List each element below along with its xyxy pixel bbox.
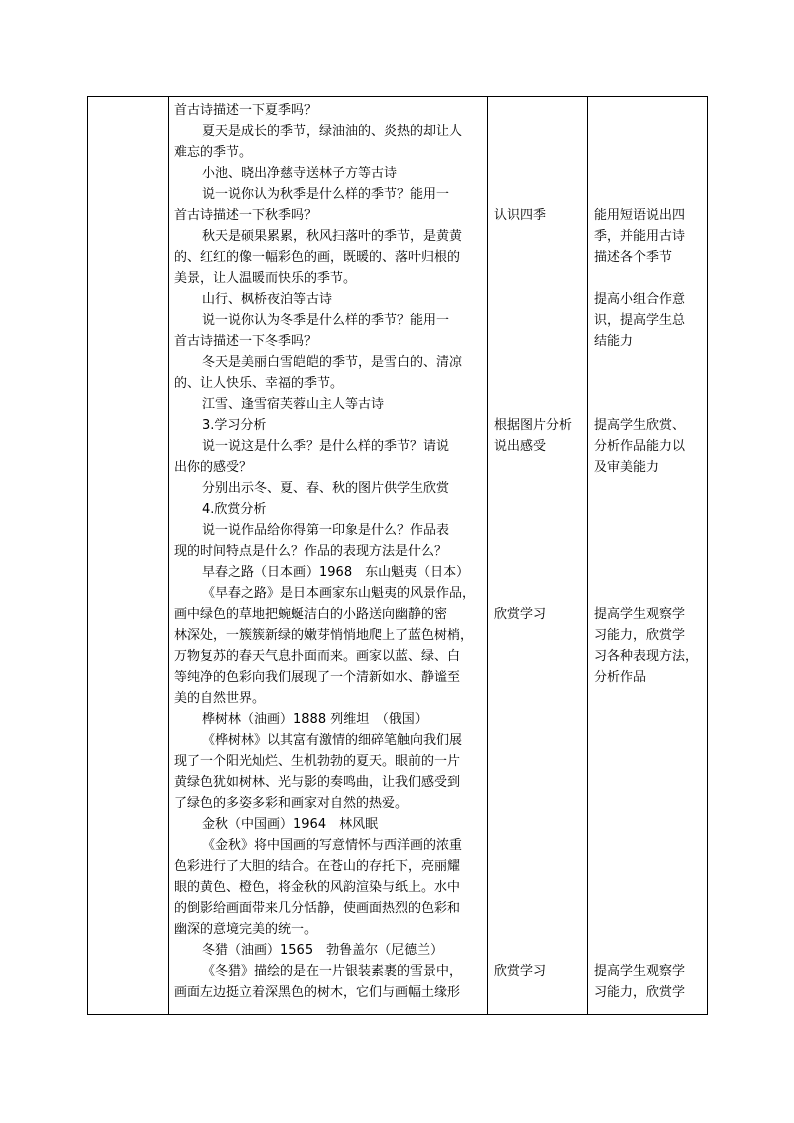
content-line: 画中绿色的草地把蜿蜒洁白的小路送向幽静的密	[174, 607, 448, 622]
content-line: 首古诗描述一下秋季吗？	[174, 208, 318, 223]
design-intent-line: 能用短语说出四	[594, 208, 686, 223]
content-line: 林深处，一簇簇新绿的嫩芽悄悄地爬上了蓝色树梢，	[174, 628, 474, 643]
content-line: 黄绿色犹如树林、光与影的奏鸣曲，让我们感受到	[174, 775, 461, 790]
student-activity-line: 根据图片分析	[494, 418, 573, 433]
content-line: 美景，让人温暖而快乐的季节。	[174, 271, 357, 286]
content-line: 首古诗描述一下冬季吗？	[174, 334, 318, 349]
content-line: 万物复苏的春天气息扑面而来。画家以蓝、绿、白	[174, 649, 461, 664]
content-line: 3.学习分析	[202, 418, 267, 433]
design-intent-line: 提高学生欣赏、	[594, 418, 686, 433]
design-intent-line: 描述各个季节	[594, 250, 673, 265]
design-intent-column	[588, 97, 708, 1015]
content-line: 眼的黄色、橙色，将金秋的风韵渲染与纸上。水中	[174, 880, 461, 895]
content-line: 分别出示冬、夏、春、秋的图片供学生欣赏	[202, 481, 450, 496]
content-line: 山行、枫桥夜泊等古诗	[202, 292, 333, 307]
content-line: 4.欣赏分析	[202, 502, 267, 517]
content-line: 小池、晓出净慈寺送林子方等古诗	[202, 166, 398, 181]
content-line: 难忘的季节。	[174, 145, 253, 160]
content-line: 说一说你认为秋季是什么样的季节？能用一	[202, 187, 450, 202]
content-line: 出你的感受？	[174, 460, 253, 475]
content-line: 说一说作品给你得第一印象是什么？作品表	[202, 523, 450, 538]
content-line: 秋天是硕果累累，秋风扫落叶的季节，是黄黄	[202, 229, 463, 244]
design-intent-line: 提高学生观察学	[594, 607, 686, 622]
design-intent-line: 习能力，欣赏学	[594, 985, 686, 1000]
design-intent-line: 结能力	[594, 334, 634, 349]
design-intent-line: 习能力，欣赏学	[594, 628, 686, 643]
content-line: 的倒影给画面带来几分恬静，使画面热烈的色彩和	[174, 901, 461, 916]
content-line: 夏天是成长的季节，绿油油的、炎热的却让人	[202, 124, 463, 139]
content-line: 金秋（中国画）1964 林风眠	[202, 817, 379, 832]
design-intent-line: 及审美能力	[594, 460, 660, 475]
content-line: 了绿色的多姿多彩和画家对自然的热爱。	[174, 796, 409, 811]
design-intent-line: 提高小组合作意	[594, 292, 686, 307]
design-intent-line: 识，提高学生总	[594, 313, 686, 328]
content-line: 《桦树林》以其富有激情的细碎笔触向我们展	[202, 733, 463, 748]
content-line: 的、红红的像一幅彩色的画，既暖的、落叶归根的	[174, 250, 461, 265]
student-activity-line: 说出感受	[494, 439, 547, 454]
design-intent-line: 分析作品能力以	[594, 439, 686, 454]
content-line: 等纯净的色彩向我们展现了一个清新如水、静谧至	[174, 670, 461, 685]
design-intent-line: 提高学生观察学	[594, 964, 686, 979]
design-intent-line: 习各种表现方法，	[594, 649, 699, 664]
content-line: 现的时间特点是什么？作品的表现方法是什么？	[174, 544, 448, 559]
content-line: 《冬猎》描绘的是在一片银装素裹的雪景中，	[202, 964, 463, 979]
content-line: 说一说这是什么季？是什么样的季节？请说	[202, 439, 450, 454]
content-line: 画面左边挺立着深黑色的树木，它们与画幅土缘形	[174, 985, 461, 1000]
content-line: 江雪、逢雪宿芙蓉山主人等古诗	[202, 397, 385, 412]
table-row	[88, 97, 708, 1015]
teaching-content-column	[169, 97, 488, 1015]
design-intent-line: 分析作品	[594, 670, 647, 685]
content-line: 幽深的意境完美的统一。	[174, 922, 318, 937]
student-activity-line: 欣赏学习	[494, 964, 547, 979]
content-line: 色彩进行了大胆的结合。在苍山的存托下，亮丽耀	[174, 859, 461, 874]
content-line: 首古诗描述一下夏季吗？	[174, 103, 318, 118]
content-line: 《金秋》将中国画的写意情怀与西洋画的浓重	[202, 838, 463, 853]
design-intent-line: 季，并能用古诗	[594, 229, 686, 244]
content-line: 冬天是美丽白雪皑皑的季节，是雪白的、清凉	[202, 355, 463, 370]
content-line: 冬猎（油画）1565 勃鲁盖尔（尼德兰）	[202, 943, 444, 958]
lesson-plan-table	[87, 96, 708, 1015]
student-activity-line: 欣赏学习	[494, 607, 547, 622]
content-line: 现了一个阳光灿烂、生机勃勃的夏天。眼前的一片	[174, 754, 461, 769]
content-line: 说一说你认为冬季是什么样的季节？能用一	[202, 313, 450, 328]
content-line: 的、让人快乐、幸福的季节。	[174, 376, 344, 391]
student-activity-column	[488, 97, 588, 1015]
student-activity-line: 认识四季	[494, 208, 547, 223]
content-line: 桦树林（油画）1888 列维坦 （俄国）	[202, 712, 428, 727]
stage-column	[88, 97, 169, 1015]
content-line: 美的自然世界。	[174, 691, 266, 706]
content-line: 早春之路（日本画）1968 东山魁夷（日本）	[202, 565, 470, 580]
content-line: 《早春之路》是日本画家东山魁夷的风景作品，	[202, 586, 476, 601]
